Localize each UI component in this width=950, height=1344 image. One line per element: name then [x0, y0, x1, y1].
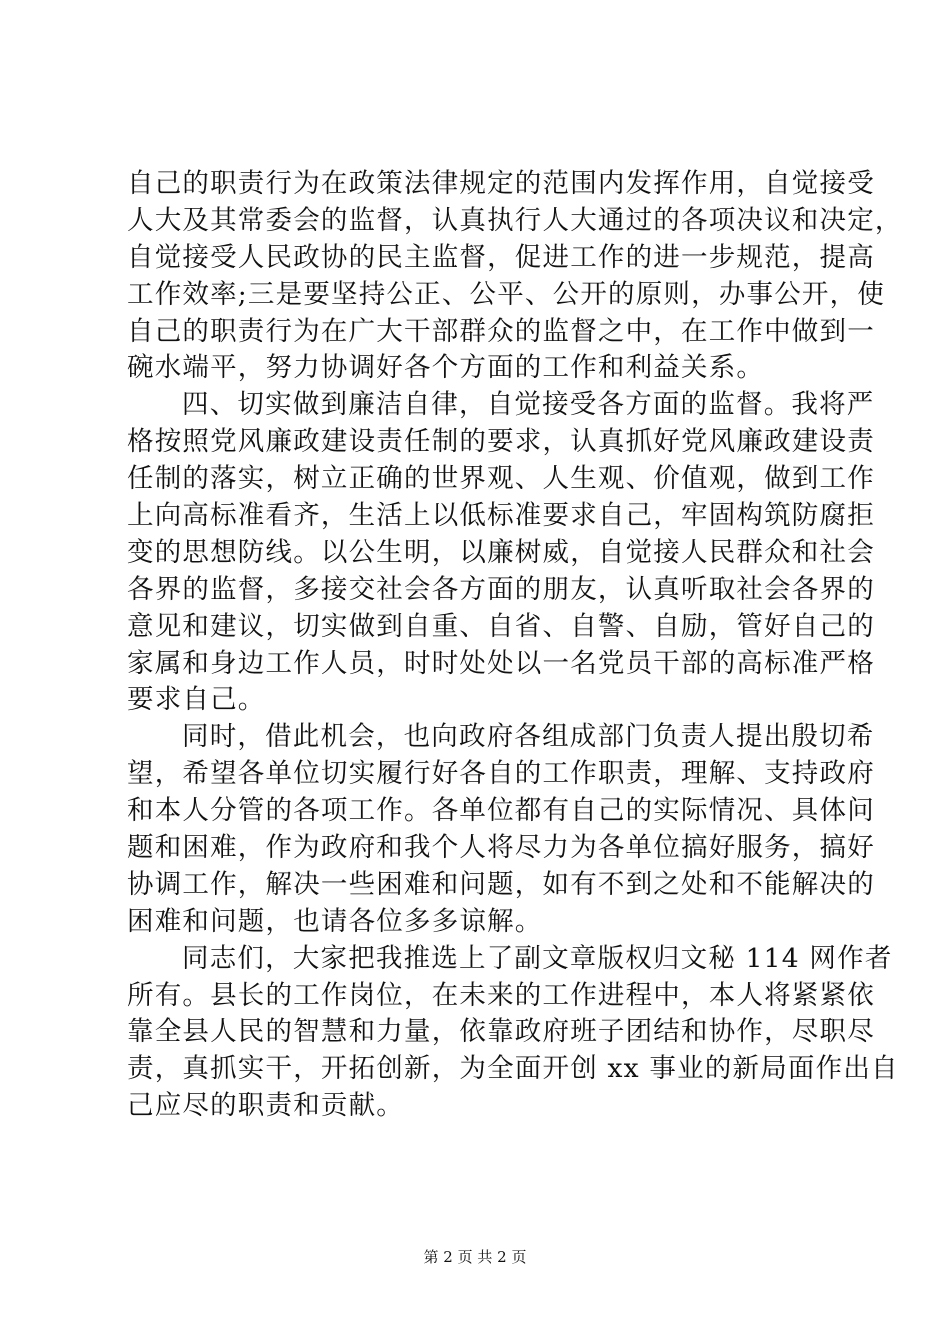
document-body [127, 166, 903, 1125]
text-line: 意见和建议，切实做到自重、自省、自警、自励，管好自己的 [127, 610, 875, 642]
text-line: 自己的职责行为在政策法律规定的范围内发挥作用，自觉接受 [127, 168, 875, 199]
text-line: 望，希望各单位切实履行好各自的工作职责，理解、支持政府 [127, 758, 875, 790]
text-line: 任制的落实，树立正确的世界观、人生观、价值观，做到工作 [127, 463, 875, 495]
text-line: 格按照党风廉政建设责任制的要求，认真抓好党风廉政建设责 [127, 426, 875, 458]
text-line: 和本人分管的各项工作。各单位都有自己的实际情况、具体问 [127, 795, 875, 827]
text-line: 同时，借此机会，也向政府各组成部门负责人提出殷切希 [182, 721, 875, 753]
text-line: 所有。县长的工作岗位，在未来的工作进程中，本人将紧紧依 [127, 979, 875, 1011]
text-line: 题和困难，作为政府和我个人将尽力为各单位搞好服务，搞好 [127, 832, 875, 864]
page-footer: 第 2 页 共 2 页 [423, 1248, 527, 1266]
text-line: 各界的监督，多接交社会各方面的朋友，认真听取社会各界的 [127, 573, 875, 605]
text-line: 协调工作，解决一些困难和问题，如有不到之处和不能解决的 [127, 868, 875, 900]
text-line: 自觉接受人民政协的民主监督，促进工作的进一步规范，提高 [127, 241, 875, 273]
text-line: 己应尽的职责和贡献。 [127, 1090, 404, 1122]
text-line: 变的思想防线。以公生明，以廉树威，自觉接人民群众和社会 [127, 536, 875, 568]
text-line: 四、切实做到廉洁自律，自觉接受各方面的监督。我将严 [182, 389, 875, 421]
text-line: 人大及其常委会的监督，认真执行人大通过的各项决议和决定， [127, 204, 903, 236]
text-line: 靠全县人民的智慧和力量，依靠政府班子团结和协作，尽职尽 [127, 1016, 875, 1048]
text-line: 家属和身边工作人员，时时处处以一名党员干部的高标准严格 [127, 647, 875, 679]
text-line: 工作效率;三是要坚持公正、公平、公开的原则，办事公开，使 [127, 278, 886, 310]
text-line: 上向高标准看齐，生活上以低标准要求自己，牢固构筑防腐拒 [127, 500, 875, 532]
text-line: 责，真抓实干，开拓创新，为全面开创 xx 事业的新局面作出自 [127, 1053, 899, 1085]
text-line: 困难和问题，也请各位多多谅解。 [127, 905, 543, 937]
text-line: 碗水端平，努力协调好各个方面的工作和利益关系。 [127, 352, 765, 384]
text-line: 自己的职责行为在广大干部群众的监督之中，在工作中做到一 [127, 315, 875, 347]
text-line: 要求自己。 [127, 684, 266, 716]
text-line: 同志们，大家把我推选上了副文章版权归文秘 114 网作者 [182, 942, 893, 974]
